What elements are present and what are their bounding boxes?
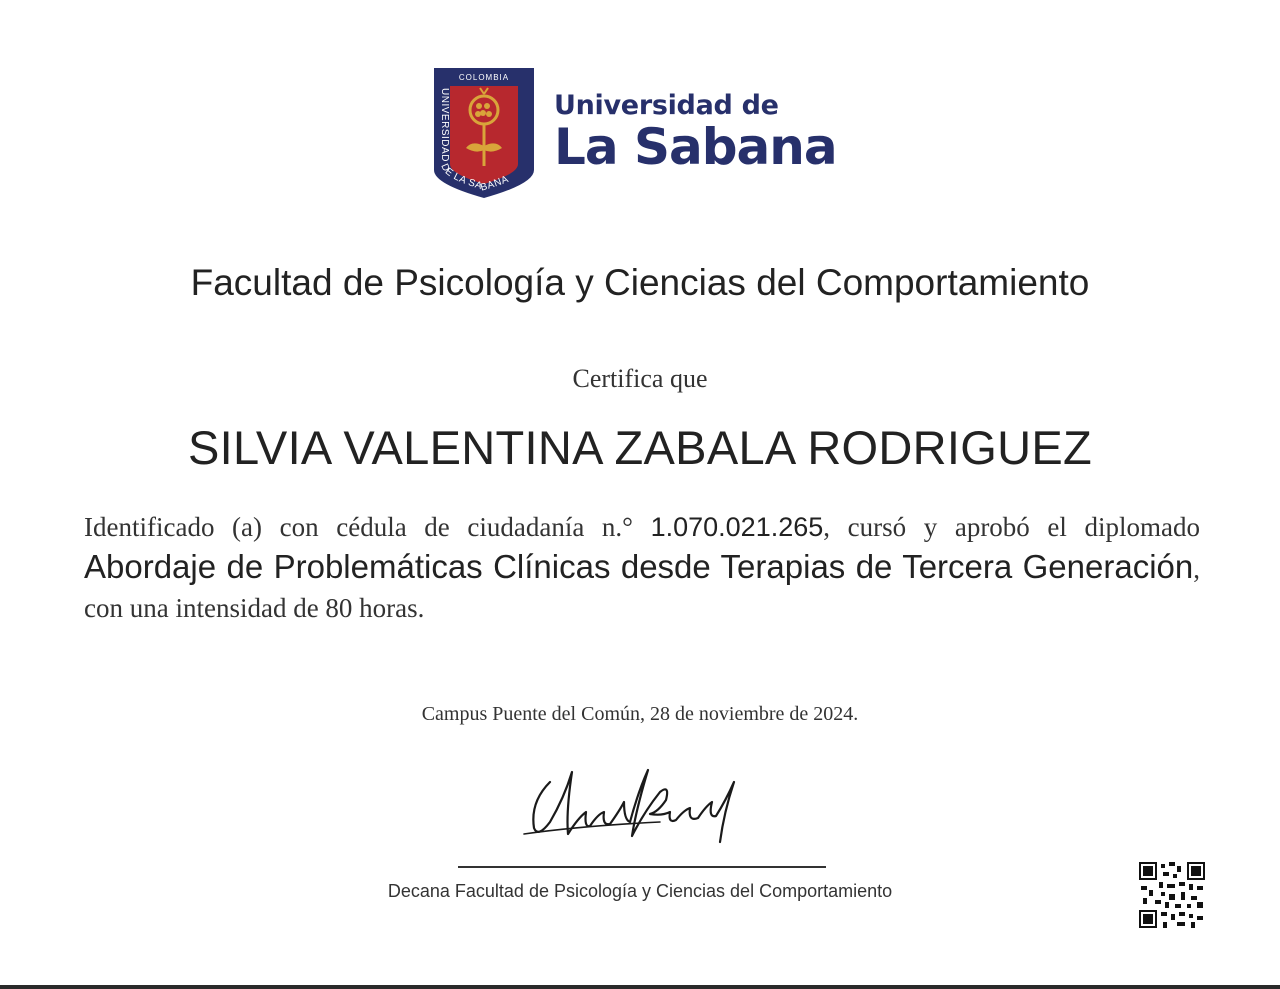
faculty-title: Facultad de Psicología y Ciencias del Comportamiento	[190, 262, 1090, 303]
qr-code-icon	[1139, 862, 1205, 928]
body-middle: , cursó y aprobó el diplomado	[823, 512, 1201, 542]
body-intro: Identificado (a) con cédula de ciudadanía n.°	[84, 512, 651, 542]
wordmark-line1: Universidad de	[554, 90, 779, 121]
recipient-name: SILVIA VALENTINA ZABALA RODRIGUEZ	[187, 421, 1093, 474]
signature-image	[520, 762, 760, 846]
certifies-label: Certifica que	[572, 364, 708, 393]
university-wordmark	[554, 90, 837, 174]
bottom-border	[0, 985, 1280, 989]
course-name: Abordaje de Problemáticas Clínicas desde Terapias de Tercera Generación	[84, 548, 1194, 585]
body-ending: , con una intensidad de 80 horas.	[84, 554, 1200, 623]
place-date: Campus Puente del Común, 28 de noviembre de 2024.	[421, 703, 859, 725]
certificate-body	[84, 508, 1200, 628]
seal-ring-text: UNIVERSIDAD DE LA SABANA	[438, 88, 511, 194]
university-logo	[432, 66, 852, 202]
seal-top-text: COLOMBIA	[458, 73, 510, 82]
id-number: 1.070.021.265	[650, 512, 824, 542]
signer-title: Decana Facultad de Psicología y Ciencias del Comportamiento	[387, 881, 893, 901]
wordmark-line2: La Sabana	[554, 118, 837, 176]
signature-line	[458, 866, 826, 868]
university-seal-icon	[432, 66, 536, 200]
